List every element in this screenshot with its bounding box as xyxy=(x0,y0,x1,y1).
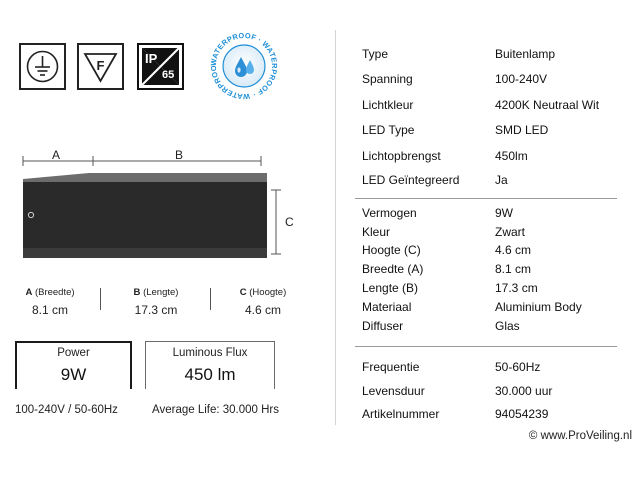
measurement-b-value: 17.3 cm xyxy=(134,303,178,317)
spec-width-key: Breedte (A) xyxy=(362,262,424,276)
measurement-a-header xyxy=(0,287,100,298)
measurement-a-key: A xyxy=(25,287,33,298)
measurement-c-key: C xyxy=(239,287,247,298)
proveiling-watermark: © www.ProVeiling.nl xyxy=(528,430,632,442)
dimension-label-a: A xyxy=(52,148,61,162)
earth-ground-icon xyxy=(19,43,66,90)
spec-lumen-value: 450lm xyxy=(495,149,528,163)
spec-diffuser-value: Glas xyxy=(495,319,520,333)
spec-diffuser-key: Diffuser xyxy=(362,319,404,333)
power-label: Power xyxy=(57,347,90,359)
spec-power-value: 9W xyxy=(495,206,513,220)
spec-colour-value: Zwart xyxy=(495,225,525,239)
spec-length-value: 17.3 cm xyxy=(495,281,538,295)
spec-integrated-value: Ja xyxy=(495,173,508,187)
spec-article-key: Artikelnummer xyxy=(362,407,440,421)
svg-text:F: F xyxy=(96,58,105,73)
spec-color-temp-value: 4200K Neutraal Wit xyxy=(495,98,600,112)
spec-divider xyxy=(355,346,617,347)
spec-height-value: 4.6 cm xyxy=(495,243,532,257)
ip-rating-bottom: 65 xyxy=(162,69,175,81)
measurement-divider xyxy=(210,288,211,310)
spec-type-value: Buitenlamp xyxy=(495,47,556,61)
spec-color-temp-key: Lichtkleur xyxy=(362,98,414,112)
ip-rating-top: IP xyxy=(145,51,158,66)
spec-integrated-key: LED Geïntegreerd xyxy=(362,173,460,187)
spec-material-value: Aluminium Body xyxy=(495,300,582,314)
spec-length-key: Lengte (B) xyxy=(362,281,419,295)
spec-power-key: Vermogen xyxy=(362,206,417,220)
ip65-icon xyxy=(137,43,184,90)
measurement-b-key: B xyxy=(133,287,141,298)
measurement-b-name: (Lengte) xyxy=(143,287,179,298)
spec-led-type-value: SMD LED xyxy=(495,123,549,137)
measurement-c-header xyxy=(213,287,313,298)
product-diagram xyxy=(10,140,310,270)
power-value: 9W xyxy=(60,365,87,384)
spec-article-value: 94054239 xyxy=(495,407,549,421)
spec-voltage-value: 100-240V xyxy=(495,72,548,86)
voltage-note: 100-240V / 50-60Hz xyxy=(15,404,118,416)
spec-frequency-value: 50-60Hz xyxy=(495,360,541,374)
spec-lumen-key: Lichtopbrengst xyxy=(362,149,441,163)
spec-frequency-key: Frequentie xyxy=(362,360,420,374)
measurement-c-name: (Hoogte) xyxy=(249,287,287,298)
measurement-a-value: 8.1 cm xyxy=(31,303,68,317)
spec-colour-key: Kleur xyxy=(362,225,391,239)
flux-value: 450 lm xyxy=(184,365,236,384)
spec-type-key: Type xyxy=(362,47,389,61)
spec-voltage-key: Spanning xyxy=(362,72,413,86)
measurement-divider xyxy=(100,288,101,310)
column-divider xyxy=(335,30,336,425)
spec-height-key: Hoogte (C) xyxy=(362,243,421,257)
spec-led-type-key: LED Type xyxy=(362,123,415,137)
spec-width-value: 8.1 cm xyxy=(495,262,532,276)
f-mark-icon xyxy=(77,43,124,90)
average-life-note: Average Life: 30.000 Hrs xyxy=(152,404,280,416)
spec-lifetime-value: 30.000 uur xyxy=(495,384,553,398)
waterproof-text: WATERPROOF · WATERPROOF · WATERPROO xyxy=(208,30,280,102)
spec-material-key: Materiaal xyxy=(362,300,412,314)
measurement-b-header xyxy=(106,287,206,298)
waterproof-icon xyxy=(208,30,280,102)
spec-divider xyxy=(355,198,617,199)
measurement-c-value: 4.6 cm xyxy=(244,303,281,317)
spec-lifetime-key: Levensduur xyxy=(362,384,425,398)
flux-label: Luminous Flux xyxy=(172,347,248,359)
dimension-label-c: C xyxy=(285,215,294,229)
measurement-a-name: (Breedte) xyxy=(34,287,75,298)
dimension-label-b: B xyxy=(175,148,184,162)
